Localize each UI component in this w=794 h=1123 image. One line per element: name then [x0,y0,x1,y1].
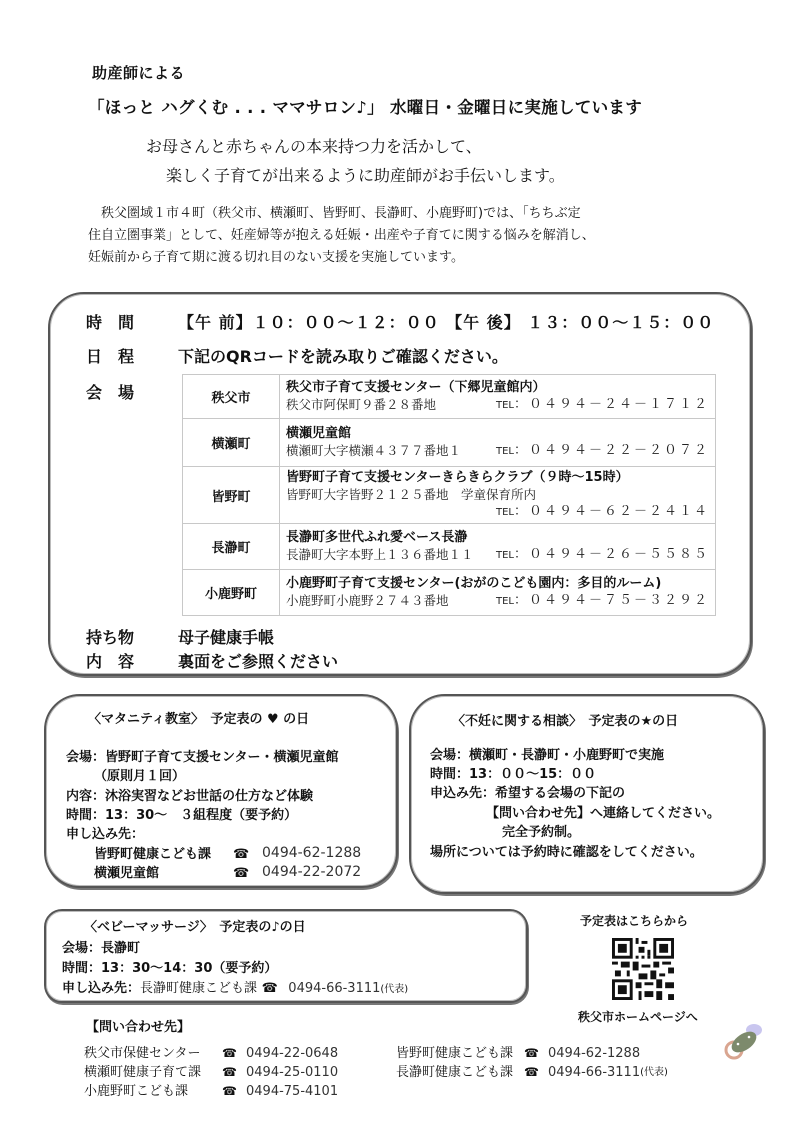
intro-line: 住自立圏事業」として、妊産婦等が抱える妊娠・出産や子育てに関する悩みを解消し、 [88,228,595,243]
infertility-time: 時間：13：００～15：００ [430,767,597,782]
tel-label: TEL [495,550,514,561]
venue-name: 秩父市子育て支援センター（下郷児童館内） [286,380,546,395]
pacifier-icon [724,1020,770,1060]
venue-address: 横瀬町大字横瀬４３７７番地１ [286,443,462,458]
belongings-label: 持ち物 [86,628,135,647]
lead-line1: お母さんと赤ちゃんの本来持つ力を活かして、 [146,137,482,156]
maternity-contact-tel: 0494-22-2072 [262,864,362,880]
maternity-venue-note: （原則月１回） [94,769,186,784]
maternity-time: 時間：13：30～ ３組程度（要予約） [66,808,298,823]
venue-town: 秩父市 [183,375,280,419]
contact-name: 長瀞町健康こども課 [396,1065,514,1080]
venue-detail [280,524,716,570]
content-label: 内 容 [86,652,135,671]
belongings-value: 母子健康手帳 [178,628,275,647]
contact-name: 秩父市保健センター [84,1046,201,1061]
header-title: 「ほっと ハグくむ . . . ママサロン♪」 水曜日・金曜日に実施しています [88,98,643,117]
intro-line: 妊娠前から子育て期に渡る切れ目のない支援を実施しています。 [88,250,464,265]
baby-massage-time: 時間：13：30～14：30（要予約） [62,961,278,976]
maternity-venue: 会場：皆野町子育て支援センター・横瀬児童館 [66,750,339,765]
contact-tel: 0494-75-4101 [246,1084,339,1099]
time-label: 時 間 [86,313,135,332]
maternity-content: 内容：沐浴実習などお世話の仕方など体験 [66,789,314,804]
infertility-apply3: 完全予約制。 [502,825,581,840]
qr-code[interactable] [612,938,674,1000]
header-line1: 助産師による [92,64,186,82]
maternity-apply-label: 申し込み先： [66,827,145,842]
phone-icon: ☎ [261,981,278,996]
contact-name: 皆野町健康こども課 [396,1046,514,1061]
venue-address: 長瀞町大字本野上１３６番地１１ [286,547,474,562]
contact-note: (代表) [640,1067,668,1078]
tel-label: TEL [495,596,514,607]
venue-town: 横瀬町 [183,419,280,467]
venue-detail [280,419,716,467]
contact-name: 横瀬町健康子育て課 [84,1065,202,1080]
venue-table [182,374,716,616]
apply-tel: 0494-66-3111 [288,981,381,996]
contact-tel: 0494-22-0648 [246,1046,339,1061]
infertility-apply2: 【問い合わせ先】へ連絡してください。 [486,806,721,821]
venue-detail [280,375,716,419]
venue-tel: ：０４９４－２６－５５８５ [513,547,709,562]
venue-name: 横瀬児童館 [286,426,352,441]
schedule-value: 下記のQRコードを読み取りご確認ください。 [178,347,508,366]
venue-town: 皆野町 [183,467,280,524]
venue-row [183,524,716,570]
infertility-title: 〈不妊に関する相談〉 予定表の★の日 [452,714,679,729]
venue-detail [280,570,716,616]
contacts-title: 【問い合わせ先】 [86,1020,191,1035]
venue-address: 秩父市阿保町９番２８番地 [286,397,437,412]
venue-name: 長瀞町多世代ふれ愛ベース長瀞 [286,530,468,545]
maternity-contact-name: 横瀬児童館 [94,866,160,881]
venue-tel: ：０４９４－６２－２４１４ [513,504,709,519]
contact-tel: 0494-62-1288 [548,1046,641,1061]
venue-row [183,375,716,419]
apply-note: (代表) [380,984,409,995]
contact-name: 小鹿野町こども課 [84,1084,189,1099]
venue-row [183,419,716,467]
tel-label: TEL [495,507,514,518]
phone-icon: ☎ [222,1065,237,1079]
contact-row [84,1044,668,1063]
venue-row [183,570,716,616]
phone-icon: ☎ [222,1084,237,1098]
intro-line: 秩父圏域１市４町（秩父市、横瀬町、皆野町、長瀞町、小鹿野町)では、「ちちぶ定 [88,206,581,221]
venue-address: 小鹿野町小鹿野２７４３番地 [286,593,449,608]
content-value: 裏面をご参照ください [178,652,339,671]
lead-line2: 楽しく子育てが出来るように助産師がお手伝いします。 [166,166,565,185]
phone-icon: ☎ [233,866,250,881]
venue-label: 会 場 [86,383,135,402]
infertility-venue: 会場：横瀬町・長瀞町・小鹿野町で実施 [430,748,665,763]
venue-row [183,467,716,524]
venue-town: 小鹿野町 [183,570,280,616]
venue-tel: ：０４９４－２４－１７１２ [513,397,709,412]
contacts-list [84,1044,668,1101]
venue-name: 小鹿野町子育て支援センター(おがのこども園内：多目的ルーム) [286,576,662,591]
baby-massage-venue: 会場：長瀞町 [62,941,141,956]
baby-massage-title: 〈ベビーマッサージ〉 予定表の♪の日 [84,920,306,935]
apply-name: 長瀞町健康こども課 [140,981,258,996]
time-value: 【午 前】１０：００～１２：００ 【午 後】 １３：００～１５：００ [178,313,715,332]
contact-tel: 0494-66-3111 [548,1065,641,1080]
apply-label: 申し込み先： [62,981,141,996]
tel-label: TEL [495,446,514,457]
maternity-contact-tel: 0494-62-1288 [262,845,362,861]
contact-tel: 0494-25-0110 [246,1065,339,1080]
venue-tel: ：０４９４－２２－２０７２ [513,443,709,458]
maternity-title: 〈マタニティ教室〉 予定表の ♥ の日 [88,712,310,727]
tel-label: TEL [495,400,514,411]
qr-title: 予定表はこちらから [580,914,689,928]
infertility-apply: 申込み先：希望する会場の下記の [430,786,626,801]
phone-icon: ☎ [524,1065,539,1079]
baby-massage-apply [62,979,408,999]
phone-icon: ☎ [524,1046,539,1060]
phone-icon: ☎ [233,847,250,862]
phone-icon: ☎ [222,1046,237,1060]
schedule-label: 日 程 [86,347,135,366]
venue-tel: ：０４９４－７５－３２９２ [513,593,709,608]
venue-town: 長瀞町 [183,524,280,570]
qr-caption: 秩父市ホームページへ [578,1010,698,1024]
infertility-note: 場所については予約時に確認をしてください。 [430,845,703,860]
contact-row [84,1082,668,1101]
venue-name: 皆野町子育て支援センターきらきらクラブ（９時～15時） [286,470,629,485]
contact-row [84,1063,668,1082]
intro-paragraph [88,203,718,269]
venue-detail [280,467,716,524]
maternity-contact-name: 皆野町健康こども課 [94,847,212,862]
venue-address: 皆野町大字皆野２１２５番地 学童保育所内 [286,487,537,502]
